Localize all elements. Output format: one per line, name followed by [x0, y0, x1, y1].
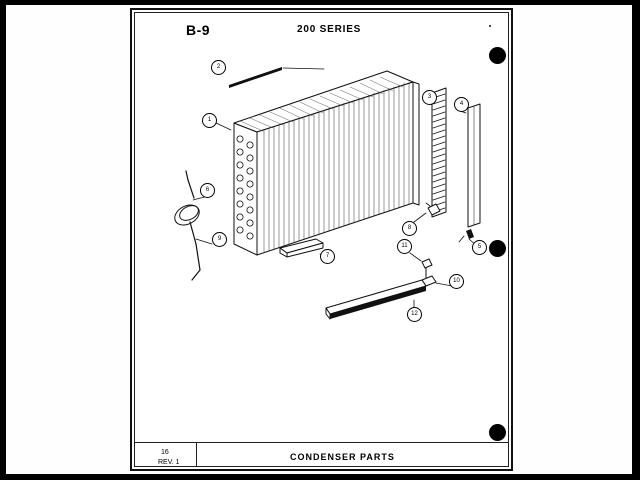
- callout-4: 4: [454, 97, 469, 112]
- scan-edge-right: [632, 0, 640, 480]
- section-code: B-9: [186, 22, 211, 38]
- callout-12: 12: [407, 307, 422, 322]
- callout-1: 1: [202, 113, 217, 128]
- callout-2: 2: [211, 60, 226, 75]
- footer-divider-vertical: [196, 442, 197, 467]
- scan-edge-left: [0, 0, 6, 480]
- callout-3: 3: [422, 90, 437, 105]
- parts-diagram: [130, 8, 513, 471]
- callout-7: 7: [320, 249, 335, 264]
- revision-label: REV. 1: [158, 459, 180, 466]
- scan-edge-top: [0, 0, 640, 5]
- callout-6: 6: [200, 183, 215, 198]
- figure-title: CONDENSER PARTS: [290, 452, 395, 462]
- callout-9: 9: [212, 232, 227, 247]
- scan-edge-bottom: [0, 474, 640, 480]
- callout-10: 10: [449, 274, 464, 289]
- page-number: 16: [161, 449, 169, 456]
- callout-11: 11: [397, 239, 412, 254]
- callout-5: 5: [472, 240, 487, 255]
- callout-8: 8: [402, 221, 417, 236]
- series-title: 200 SERIES: [297, 24, 362, 35]
- footer-divider: [134, 442, 509, 443]
